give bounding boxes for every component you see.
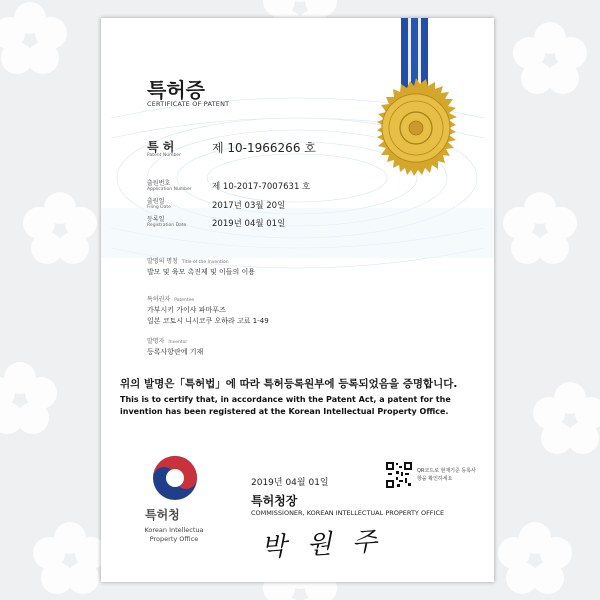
- inventor-label-ko: 발명자: [147, 338, 165, 345]
- commissioner-title: 특허청장: [251, 494, 298, 508]
- application-number-label: 출원번호: [147, 180, 171, 187]
- certificate-title: 특허증: [147, 78, 205, 102]
- invention-title-label-en: Title of the Invention: [181, 260, 229, 265]
- qr-note: QR코드로 현재기준 등록사항을 확인하세요: [417, 468, 476, 482]
- kipo-logo-name: 특허청: [145, 508, 180, 522]
- kipo-logo-name-en: Korean Intellectua Property Office: [144, 526, 204, 543]
- commissioner-title-en: COMMISSIONER, KOREAN INTELLECTUAL PROPERTY OFFICE: [251, 509, 445, 517]
- certification-statement-ko: 위의 발명은「특허법」에 따라 특허등록원부에 등록되었음을 증명합니다.: [120, 378, 458, 390]
- invention-title-label-ko: 발명의 명칭: [147, 258, 178, 265]
- filing-date-label: 출원일: [147, 198, 165, 205]
- patentee-name: 가부시키 가이샤 파마푸즈: [147, 306, 226, 314]
- filing-date-label-en: Filing Date: [147, 205, 171, 210]
- inventor-value: 등록사항란에 기재: [147, 348, 204, 356]
- inventor-label-en: Inventor: [168, 340, 188, 345]
- filing-date-value: 2017년 03월 20일: [212, 201, 286, 211]
- kipo-logo-icon: [152, 455, 198, 501]
- patentee-label-en: Patentee: [174, 298, 195, 303]
- application-number-value: 제 10-2017-7007631 호: [212, 182, 311, 192]
- patentee-address: 일본 코토시 니시코쿠 오하라 고료 1-49: [147, 317, 269, 325]
- commissioner-signature: 박 원 주: [260, 526, 384, 564]
- patent-number-label: 특 허: [147, 140, 175, 154]
- inventor-label: [147, 336, 187, 345]
- certification-statement-en: This is to certify that, in accordance with the Patent Act, a patent for the invention has been registered at the Korean Intellectual Property Office.: [120, 395, 451, 416]
- registration-date-label: 등록일: [147, 216, 165, 223]
- invention-title-value: 발모 및 육모 촉진제 및 이들의 이용: [147, 268, 256, 276]
- patent-number-value: 제 10-1966266 호: [212, 141, 316, 155]
- invention-title-label: [147, 256, 229, 265]
- patentee-label-ko: 특허권자: [147, 296, 171, 303]
- certificate-subtitle: CERTIFICATE OF PATENT: [147, 100, 230, 108]
- patentee-label: [147, 294, 194, 303]
- patent-number-label-en: Patent Number: [147, 153, 181, 158]
- certificate-document: [101, 18, 494, 582]
- registration-date-label-en: Registration Date: [147, 223, 187, 228]
- qr-code-icon: [386, 462, 412, 488]
- gold-seal-icon: [364, 76, 468, 180]
- registration-date-value: 2019년 04월 01일: [212, 219, 286, 229]
- issue-date: 2019년 04월 01일: [251, 478, 329, 488]
- application-number-label-en: Application Number: [147, 187, 192, 192]
